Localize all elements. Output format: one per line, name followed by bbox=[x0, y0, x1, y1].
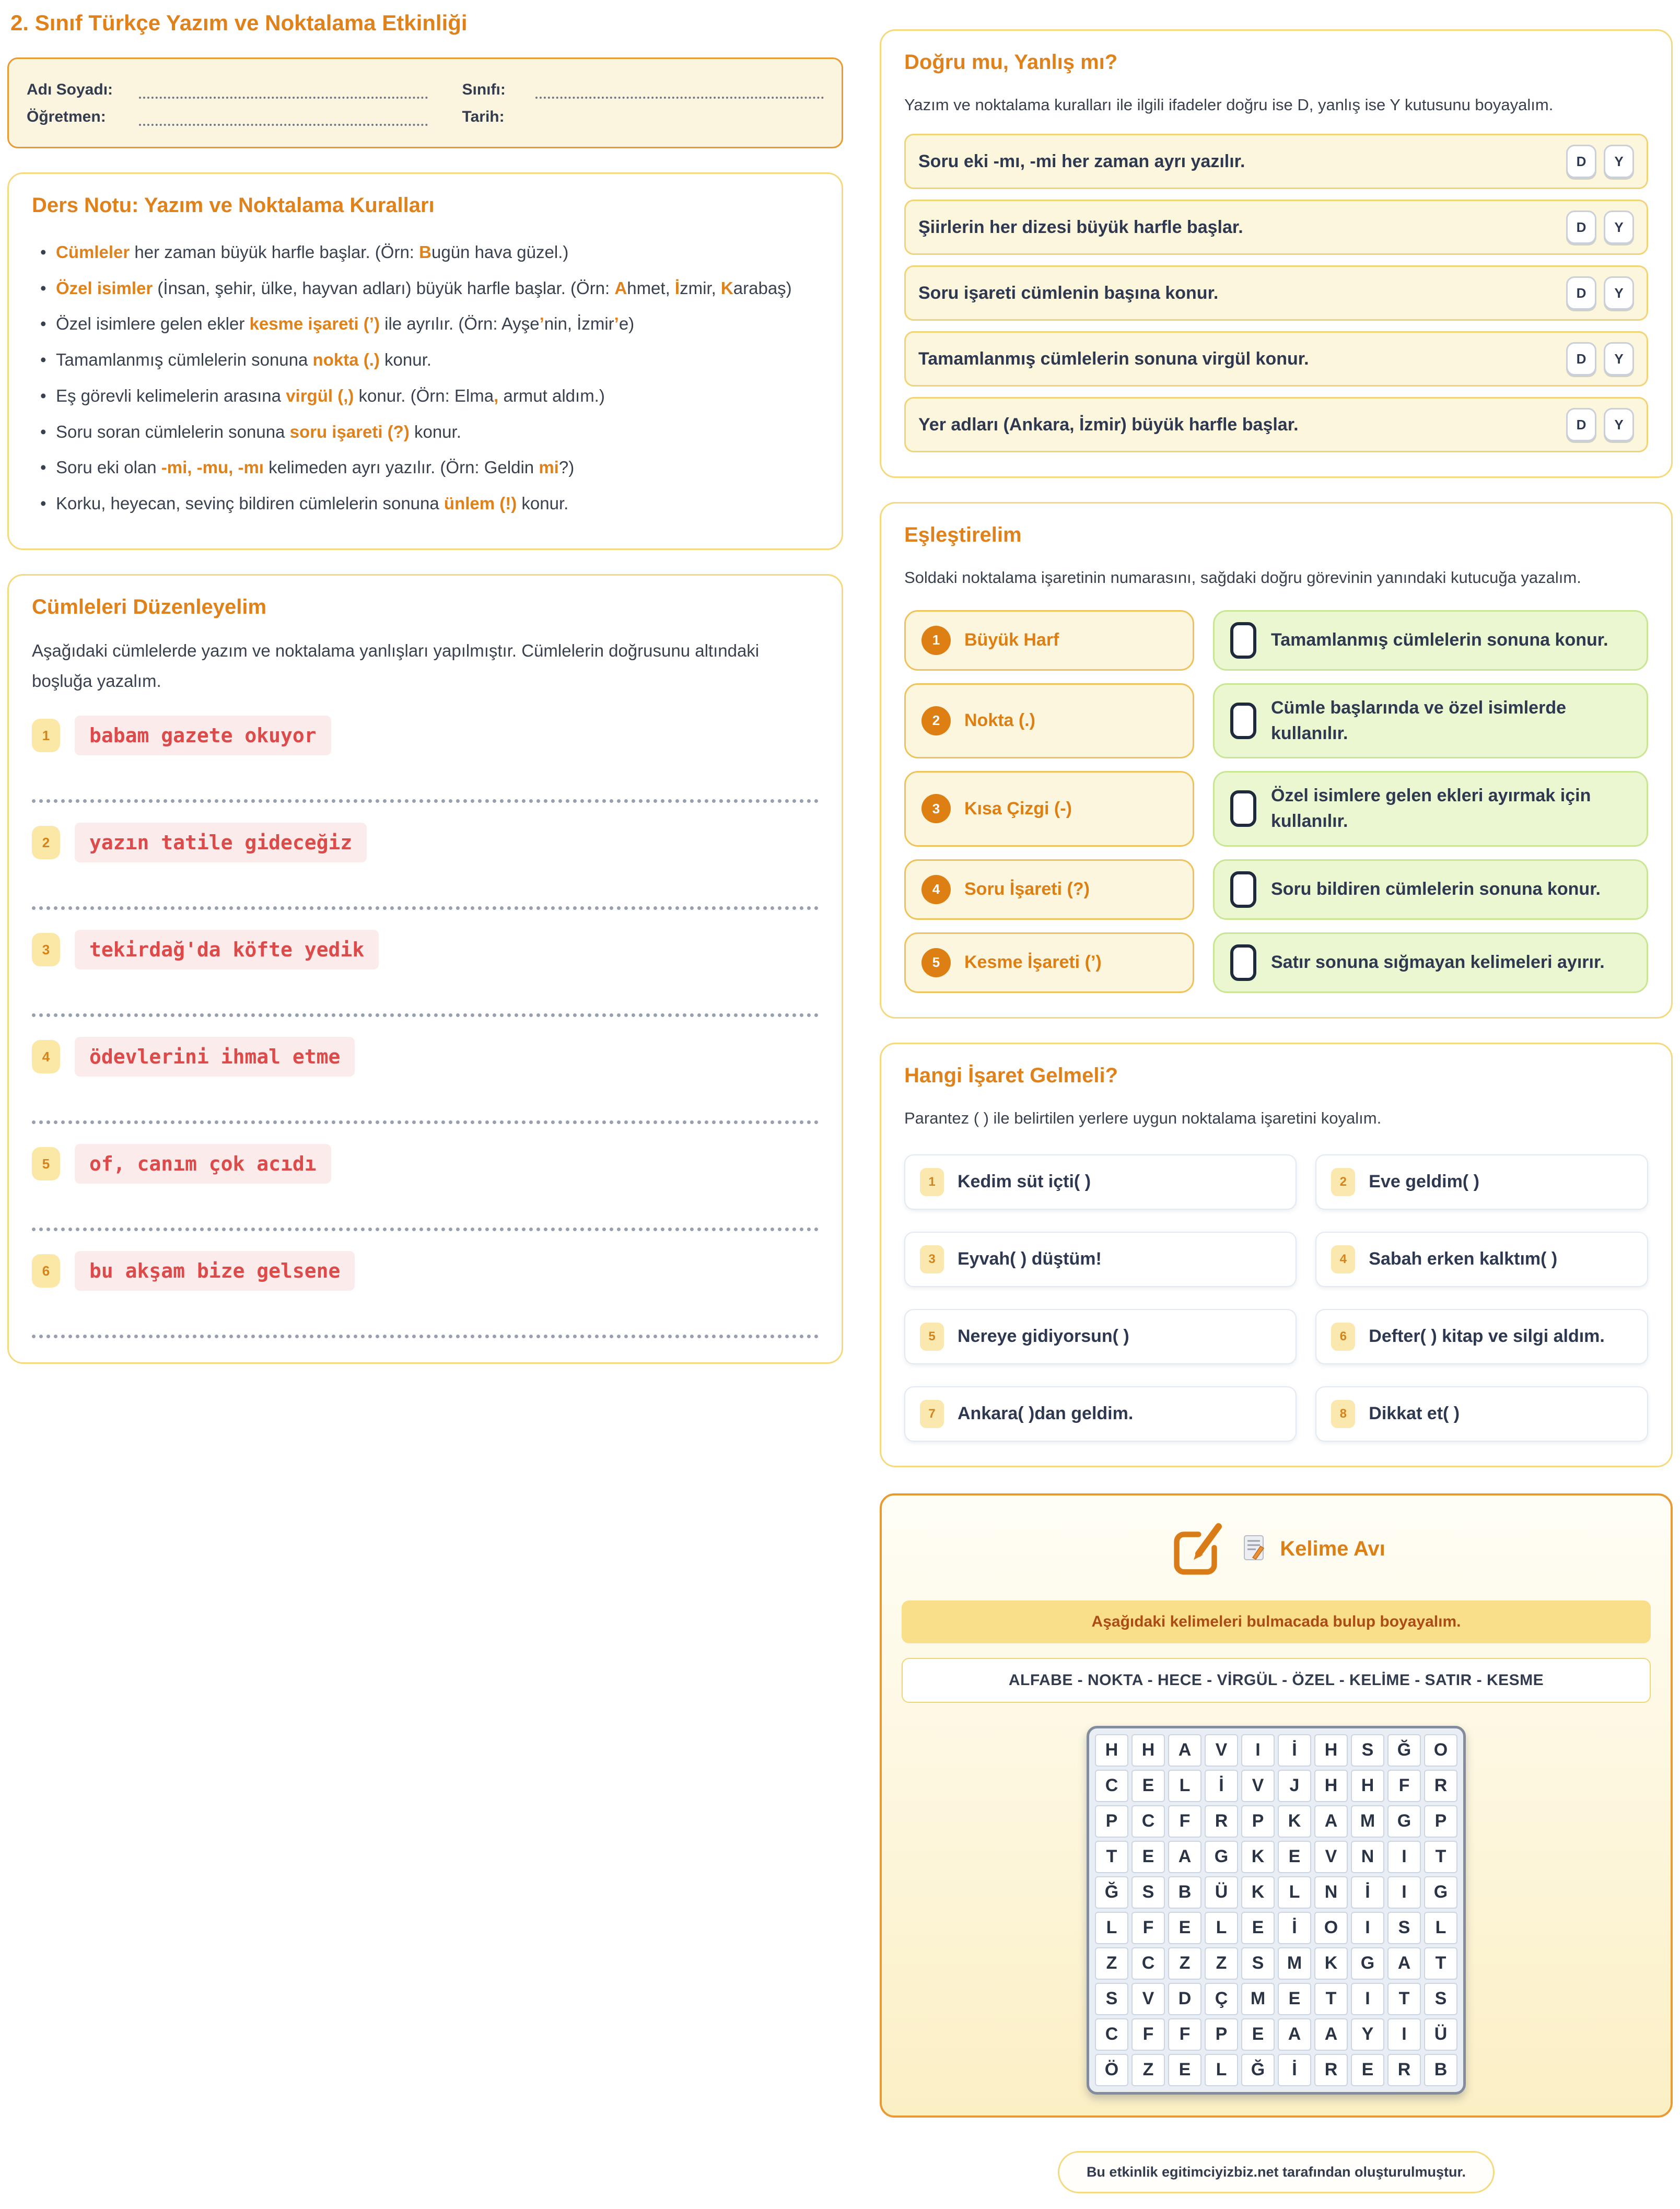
wordsearch-cell[interactable]: B bbox=[1168, 1876, 1201, 1909]
dogru-yanlis-section bbox=[880, 29, 1673, 478]
wordsearch-cell[interactable]: L bbox=[1205, 2054, 1238, 2086]
item-number-badge: 4 bbox=[32, 1040, 60, 1073]
info-row-1 bbox=[27, 80, 824, 99]
wordsearch-cell[interactable]: H bbox=[1351, 1770, 1384, 1802]
punctuation-exercise-item bbox=[1315, 1386, 1648, 1442]
sentence-row bbox=[32, 823, 819, 862]
sentence-row bbox=[32, 1251, 819, 1291]
wordsearch-cell[interactable]: V bbox=[1241, 1770, 1275, 1802]
wordsearch-cell[interactable]: O bbox=[1424, 1734, 1457, 1767]
sentence-row bbox=[32, 1037, 819, 1077]
answer-box[interactable] bbox=[1230, 622, 1256, 659]
wordsearch-row bbox=[1093, 1768, 1459, 1804]
wordsearch-cell[interactable]: F bbox=[1387, 1770, 1421, 1802]
wordsearch-cell[interactable]: F bbox=[1168, 2018, 1201, 2051]
wordsearch-cell[interactable]: H bbox=[1131, 1734, 1165, 1767]
wordsearch-cell[interactable]: P bbox=[1205, 2018, 1238, 2051]
wordsearch-cell[interactable]: F bbox=[1131, 2018, 1165, 2051]
wordsearch-cell[interactable]: L bbox=[1205, 1912, 1238, 1944]
wordsearch-cell[interactable]: E bbox=[1168, 1912, 1201, 1944]
item-number-badge: 6 bbox=[32, 1254, 60, 1288]
punctuation-label: Soru İşareti (?) bbox=[964, 879, 1090, 899]
punctuation-label: Kısa Çizgi (-) bbox=[964, 798, 1072, 819]
hangi-isaret-instruction: Parantez ( ) ile belirtilen yerlere uygun noktalama işaretini koyalım. bbox=[904, 1108, 1382, 1127]
wordsearch-cell[interactable]: R bbox=[1314, 2054, 1348, 2086]
wordsearch-cell[interactable]: B bbox=[1424, 2054, 1457, 2086]
wordsearch-cell[interactable]: İ bbox=[1278, 1912, 1311, 1944]
class-label: Sınıfı: bbox=[462, 81, 506, 98]
kelime-avi-banner: Aşağıdaki kelimeleri bulmacada bulup boyayalım. bbox=[902, 1600, 1651, 1643]
punctuation-exercise-item bbox=[1315, 1154, 1648, 1210]
rule-text: Soru eki olan -mi, -mu, -mı kelimeden ayrı yazılır. (Örn: Geldin mi?) bbox=[56, 458, 575, 477]
wordsearch-cell[interactable]: G bbox=[1351, 1947, 1384, 1980]
punctuation-exercise-item bbox=[1315, 1232, 1648, 1287]
item-number-badge: 2 bbox=[1331, 1168, 1355, 1196]
wordsearch-cell[interactable]: E bbox=[1351, 2054, 1384, 2086]
wordsearch-cell[interactable]: P bbox=[1241, 1805, 1275, 1838]
wrong-sentence: babam gazete okuyor bbox=[75, 716, 331, 755]
wordsearch-cell[interactable]: F bbox=[1168, 1805, 1201, 1838]
sentence-row bbox=[32, 716, 819, 755]
definition-card bbox=[1213, 683, 1648, 759]
match-row bbox=[904, 932, 1648, 993]
eslestirelim-title: Eşleştirelim bbox=[904, 523, 1022, 547]
wordsearch-cell[interactable]: N bbox=[1351, 1841, 1384, 1873]
rules-list bbox=[32, 237, 819, 519]
wordsearch-cell[interactable]: G bbox=[1387, 1805, 1421, 1838]
ders-notu-section bbox=[7, 172, 843, 550]
statement-text: Soru işareti cümlenin başına konur. bbox=[918, 283, 1219, 303]
wordsearch-cell[interactable]: S bbox=[1241, 1947, 1275, 1980]
wordsearch-row bbox=[1093, 1839, 1459, 1875]
wordsearch-cell[interactable]: İ bbox=[1278, 2054, 1311, 2086]
wordsearch-cell[interactable]: C bbox=[1095, 1770, 1128, 1802]
wordsearch-row bbox=[1093, 1910, 1459, 1946]
answer-write-line[interactable] bbox=[32, 1228, 819, 1231]
hangi-isaret-section bbox=[880, 1043, 1673, 1467]
d-button[interactable]: D bbox=[1566, 342, 1596, 376]
punctuation-number-badge: 5 bbox=[921, 948, 951, 977]
y-button[interactable]: Y bbox=[1604, 145, 1634, 178]
ders-notu-title: Ders Notu: Yazım ve Noktalama Kuralları bbox=[32, 194, 435, 217]
wordsearch-cell[interactable]: P bbox=[1424, 1805, 1457, 1838]
punctuation-label: Büyük Harf bbox=[964, 630, 1059, 650]
sentence-row bbox=[32, 1144, 819, 1184]
match-row bbox=[904, 771, 1648, 847]
wordsearch-cell[interactable]: C bbox=[1131, 1947, 1165, 1980]
rule-item bbox=[40, 345, 819, 376]
wordsearch-row bbox=[1093, 1804, 1459, 1839]
d-button[interactable]: D bbox=[1566, 145, 1596, 178]
dogru-yanlis-title: Doğru mu, Yanlış mı? bbox=[904, 51, 1118, 74]
answer-write-line[interactable] bbox=[32, 799, 819, 803]
wordsearch-cell[interactable]: İ bbox=[1205, 1770, 1238, 1802]
wordsearch-cell[interactable]: S bbox=[1387, 1912, 1421, 1944]
wordsearch-row bbox=[1093, 1946, 1459, 1981]
exercise-sentence: Dikkat et( ) bbox=[1369, 1404, 1460, 1424]
statement-row bbox=[904, 200, 1648, 255]
wordsearch-cell[interactable]: A bbox=[1314, 2018, 1348, 2051]
wordsearch-cell[interactable]: M bbox=[1351, 1805, 1384, 1838]
y-button[interactable]: Y bbox=[1604, 342, 1634, 376]
item-number-badge: 8 bbox=[1331, 1400, 1355, 1428]
wordsearch-cell[interactable]: E bbox=[1241, 2018, 1275, 2051]
rule-item bbox=[40, 237, 819, 268]
wordsearch-cell[interactable]: E bbox=[1278, 1983, 1311, 2015]
wordsearch-cell[interactable]: Ç bbox=[1205, 1983, 1238, 2015]
date-label: Tarih: bbox=[462, 108, 505, 125]
rule-item bbox=[40, 381, 819, 412]
wordsearch-cell[interactable]: Y bbox=[1351, 2018, 1384, 2051]
wordsearch-cell[interactable]: K bbox=[1278, 1805, 1311, 1838]
wordsearch-cell[interactable]: A bbox=[1314, 1805, 1348, 1838]
wordsearch-cell[interactable]: L bbox=[1424, 1912, 1457, 1944]
wordsearch-cell[interactable]: F bbox=[1131, 1912, 1165, 1944]
wordsearch-cell[interactable]: A bbox=[1168, 1841, 1201, 1873]
answer-write-line[interactable] bbox=[32, 1120, 819, 1124]
d-button[interactable]: D bbox=[1566, 276, 1596, 310]
punctuation-exercise-item bbox=[904, 1386, 1297, 1442]
wordsearch-cell[interactable]: S bbox=[1095, 1983, 1128, 2015]
y-button[interactable]: Y bbox=[1604, 408, 1634, 441]
punctuation-card bbox=[904, 771, 1194, 847]
kelime-avi-section bbox=[880, 1493, 1673, 2118]
item-number-badge: 6 bbox=[1331, 1323, 1355, 1351]
memo-icon bbox=[1243, 1535, 1264, 1563]
wordsearch-cell[interactable]: K bbox=[1241, 1841, 1275, 1873]
wordsearch-cell[interactable]: K bbox=[1241, 1876, 1275, 1909]
wordsearch-cell[interactable]: I bbox=[1387, 1841, 1421, 1873]
statement-text: Soru eki -mı, -mi her zaman ayrı yazılır. bbox=[918, 151, 1245, 171]
wordsearch-cell[interactable]: A bbox=[1168, 1734, 1201, 1767]
punctuation-card bbox=[904, 610, 1194, 671]
rule-item bbox=[40, 417, 819, 448]
punctuation-number-badge: 2 bbox=[921, 706, 951, 735]
exercise-sentence: Eve geldim( ) bbox=[1369, 1172, 1479, 1192]
wordsearch-cell[interactable]: E bbox=[1278, 1841, 1311, 1873]
statement-row bbox=[904, 265, 1648, 321]
wordsearch-cell[interactable]: L bbox=[1278, 1876, 1311, 1909]
dogru-yanlis-instruction: Yazım ve noktalama kuralları ile ilgili ifadeler doğru ise D, yanlış ise Y kutusunu boyayalım. bbox=[904, 96, 1554, 114]
statement-row bbox=[904, 331, 1648, 387]
match-row bbox=[904, 859, 1648, 920]
statement-list bbox=[904, 134, 1648, 452]
punctuation-exercise-item bbox=[904, 1232, 1297, 1287]
rule-item bbox=[40, 273, 819, 304]
wordsearch-cell[interactable]: Ö bbox=[1095, 2054, 1128, 2086]
definition-text: Özel isimlere gelen ekleri ayırmak için kullanılır. bbox=[1271, 786, 1591, 832]
punctuation-card bbox=[904, 683, 1194, 759]
statement-text: Şiirlerin her dizesi büyük harfle başlar. bbox=[918, 217, 1243, 237]
exercise-sentence: Nereye gidiyorsun( ) bbox=[958, 1326, 1129, 1347]
wordsearch-row bbox=[1093, 1981, 1459, 2017]
wordsearch-cell[interactable]: H bbox=[1314, 1734, 1348, 1767]
wordsearch-cell[interactable]: O bbox=[1314, 1912, 1348, 1944]
eslestirelim-instruction: Soldaki noktalama işaretinin numarasını, sağdaki doğru görevinin yanındaki kutucuğa yazalım. bbox=[904, 568, 1581, 587]
punctuation-number-badge: 1 bbox=[921, 626, 951, 655]
wordsearch-cell[interactable]: D bbox=[1168, 1983, 1201, 2015]
item-number-badge: 3 bbox=[32, 933, 60, 966]
answer-box[interactable] bbox=[1230, 871, 1256, 908]
y-button[interactable]: Y bbox=[1604, 276, 1634, 310]
rule-text: Eş görevli kelimelerin arasına virgül (,) konur. (Örn: Elma, armut aldım.) bbox=[56, 385, 605, 405]
wordsearch-cell[interactable]: T bbox=[1424, 1947, 1457, 1980]
item-number-badge: 4 bbox=[1331, 1245, 1355, 1273]
wordsearch-cell[interactable]: C bbox=[1131, 1805, 1165, 1838]
wordsearch-row bbox=[1093, 2017, 1459, 2052]
teacher-write-line[interactable] bbox=[139, 107, 428, 126]
wordsearch-cell[interactable]: E bbox=[1131, 1841, 1165, 1873]
match-row bbox=[904, 610, 1648, 671]
wordsearch-cell[interactable]: Ğ bbox=[1241, 2054, 1275, 2086]
wordsearch-cell[interactable]: Ğ bbox=[1095, 1876, 1128, 1909]
wordsearch-cell[interactable]: R bbox=[1205, 1805, 1238, 1838]
name-label: Adı Soyadı: bbox=[27, 81, 113, 98]
sentence-fix-item bbox=[32, 716, 819, 803]
kelime-avi-header bbox=[902, 1517, 1651, 1581]
wordsearch-cell[interactable]: J bbox=[1278, 1770, 1311, 1802]
punctuation-card bbox=[904, 859, 1194, 920]
definition-card bbox=[1213, 932, 1648, 993]
rule-text: Soru soran cümlelerin sonuna soru işareti (?) konur. bbox=[56, 422, 461, 441]
page-title: 2. Sınıf Türkçe Yazım ve Noktalama Etkinliği bbox=[10, 10, 468, 35]
punctuation-exercise-item bbox=[904, 1309, 1297, 1364]
wordsearch-cell[interactable]: P bbox=[1095, 1805, 1128, 1838]
answer-box[interactable] bbox=[1230, 703, 1256, 739]
sentence-fix-item bbox=[32, 1251, 819, 1338]
wordsearch-cell[interactable]: G bbox=[1205, 1841, 1238, 1873]
exercise-sentence: Kedim süt içti( ) bbox=[958, 1172, 1091, 1192]
wordsearch-cell[interactable]: M bbox=[1278, 1947, 1311, 1980]
punctuation-exercise-item bbox=[1315, 1309, 1648, 1364]
item-number-badge: 5 bbox=[920, 1323, 944, 1351]
wordsearch-cell[interactable]: I bbox=[1351, 1912, 1384, 1944]
wordsearch-cell[interactable]: İ bbox=[1278, 1734, 1311, 1767]
sentence-fix-item bbox=[32, 823, 819, 910]
wordsearch-cell[interactable]: K bbox=[1314, 1947, 1348, 1980]
wrong-sentence: yazın tatile gideceğiz bbox=[75, 823, 367, 862]
wordsearch-cell[interactable]: T bbox=[1424, 1841, 1457, 1873]
sentence-fix-item bbox=[32, 1037, 819, 1124]
wordsearch-grid bbox=[1087, 1726, 1466, 2095]
item-number-badge: 3 bbox=[920, 1245, 944, 1273]
match-list bbox=[904, 610, 1648, 993]
wordsearch-row bbox=[1093, 1875, 1459, 1910]
exercise-sentence: Defter( ) kitap ve silgi aldım. bbox=[1369, 1326, 1605, 1347]
d-button[interactable]: D bbox=[1566, 408, 1596, 441]
rule-text: Özel isimlere gelen ekler kesme işareti (’) ile ayrılır. (Örn: Ayşe’nin, İzmir’e) bbox=[56, 314, 635, 334]
hangi-isaret-title: Hangi İşaret Gelmeli? bbox=[904, 1063, 1118, 1087]
wordsearch-row bbox=[1093, 2052, 1459, 2088]
wordsearch-cell[interactable]: Z bbox=[1168, 1947, 1201, 1980]
wordsearch-cell[interactable]: E bbox=[1241, 1912, 1275, 1944]
y-button[interactable]: Y bbox=[1604, 211, 1634, 244]
wordsearch-cell[interactable]: H bbox=[1314, 1770, 1348, 1802]
wordsearch-cell[interactable]: V bbox=[1314, 1841, 1348, 1873]
eslestirelim-section bbox=[880, 502, 1673, 1018]
edit-pencil-icon bbox=[1167, 1517, 1228, 1581]
definition-card bbox=[1213, 610, 1648, 671]
duzenleyelim-title: Cümleleri Düzenleyelim bbox=[32, 595, 267, 618]
statement-row bbox=[904, 397, 1648, 452]
wordsearch-cell[interactable]: V bbox=[1131, 1983, 1165, 2015]
wordsearch-cell[interactable]: A bbox=[1387, 1947, 1421, 1980]
rule-text: Korku, heyecan, sevinç bildiren cümlelerin sonuna ünlem (!) konur. bbox=[56, 494, 569, 513]
date-write-line[interactable] bbox=[535, 107, 824, 126]
rule-item bbox=[40, 309, 819, 340]
dy-button-group bbox=[1566, 408, 1634, 441]
definition-card bbox=[1213, 771, 1648, 847]
wordsearch-cell[interactable]: T bbox=[1095, 1841, 1128, 1873]
wordsearch-cell[interactable]: I bbox=[1387, 1876, 1421, 1909]
punctuation-exercise-grid bbox=[904, 1154, 1648, 1442]
exercise-sentence: Eyvah( ) düştüm! bbox=[958, 1249, 1102, 1269]
exercise-sentence: Ankara( )dan geldim. bbox=[958, 1404, 1134, 1424]
wrong-sentence: ödevlerini ihmal etme bbox=[75, 1037, 355, 1077]
wordsearch-cell[interactable]: C bbox=[1095, 2018, 1128, 2051]
item-number-badge: 5 bbox=[32, 1147, 60, 1181]
punctuation-card bbox=[904, 932, 1194, 993]
item-number-badge: 1 bbox=[32, 719, 60, 752]
wordsearch-cell[interactable]: R bbox=[1387, 2054, 1421, 2086]
duzenleyelim-instruction: Aşağıdaki cümlelerde yazım ve noktalama yanlışları yapılmıştır. Cümlelerin doğrusunu altındaki boşluğa yazalım. bbox=[32, 640, 760, 691]
wordsearch-cell[interactable]: T bbox=[1387, 1983, 1421, 2015]
sentence-fix-list bbox=[32, 716, 819, 1338]
wordsearch-cell[interactable]: M bbox=[1241, 1983, 1275, 2015]
answer-write-line[interactable] bbox=[32, 1335, 819, 1338]
sentence-row bbox=[32, 930, 819, 969]
dy-button-group bbox=[1566, 211, 1634, 244]
wordsearch-cell[interactable]: S bbox=[1351, 1734, 1384, 1767]
statement-row bbox=[904, 134, 1648, 189]
name-write-line[interactable] bbox=[139, 80, 428, 99]
definition-text: Cümle başlarında ve özel isimlerde kullanılır. bbox=[1271, 697, 1567, 743]
word-list: ALFABE - NOKTA - HECE - VİRGÜL - ÖZEL - KELİME - SATIR - KESME bbox=[902, 1658, 1651, 1703]
dy-button-group bbox=[1566, 276, 1634, 310]
wrong-sentence: of, canım çok acıdı bbox=[75, 1144, 331, 1184]
kelime-avi-title: Kelime Avı bbox=[1280, 1537, 1385, 1560]
wordsearch-cell[interactable]: İ bbox=[1351, 1876, 1384, 1909]
wordsearch-cell[interactable]: Z bbox=[1205, 1947, 1238, 1980]
dy-button-group bbox=[1566, 145, 1634, 178]
item-number-badge: 2 bbox=[32, 826, 60, 859]
d-button[interactable]: D bbox=[1566, 211, 1596, 244]
info-row-2 bbox=[27, 107, 824, 126]
wordsearch-cell[interactable]: A bbox=[1278, 2018, 1311, 2051]
rule-item bbox=[40, 488, 819, 519]
right-column bbox=[880, 5, 1673, 2193]
sentence-fix-item bbox=[32, 1144, 819, 1231]
wordsearch-cell[interactable]: S bbox=[1131, 1876, 1165, 1909]
rule-text: Cümleler her zaman büyük harfle başlar. (Örn: Bugün hava güzel.) bbox=[56, 242, 569, 262]
definition-text: Soru bildiren cümlelerin sonuna konur. bbox=[1271, 879, 1601, 899]
wordsearch-cell[interactable]: R bbox=[1424, 1770, 1457, 1802]
answer-box[interactable] bbox=[1230, 790, 1256, 827]
definition-text: Tamamlanmış cümlelerin sonuna konur. bbox=[1271, 629, 1608, 650]
rule-text: Özel isimler (İnsan, şehir, ülke, hayvan adları) büyük harfle başlar. (Örn: Ahmet, İzmir, Karabaş) bbox=[56, 278, 792, 298]
wordsearch-cell[interactable]: I bbox=[1351, 1983, 1384, 2015]
definition-text: Satır sonuna sığmayan kelimeleri ayırır. bbox=[1271, 952, 1605, 973]
duzenleyelim-section bbox=[7, 574, 843, 1364]
rule-text: Tamamlanmış cümlelerin sonuna nokta (.) konur. bbox=[56, 350, 431, 370]
punctuation-label: Nokta (.) bbox=[964, 710, 1035, 731]
wrong-sentence: tekirdağ'da köfte yedik bbox=[75, 930, 379, 969]
wordsearch-cell[interactable]: V bbox=[1205, 1734, 1238, 1767]
answer-write-line[interactable] bbox=[32, 906, 819, 910]
wordsearch-cell[interactable]: L bbox=[1168, 1770, 1201, 1802]
statement-text: Yer adları (Ankara, İzmir) büyük harfle başlar. bbox=[918, 414, 1299, 435]
sentence-fix-item bbox=[32, 930, 819, 1017]
answer-write-line[interactable] bbox=[32, 1013, 819, 1017]
wordsearch-cell[interactable]: G bbox=[1424, 1876, 1457, 1909]
class-write-line[interactable] bbox=[535, 80, 824, 99]
wordsearch-cell[interactable]: T bbox=[1314, 1983, 1348, 2015]
wordsearch-cell[interactable]: E bbox=[1168, 2054, 1201, 2086]
wordsearch-cell[interactable]: I bbox=[1241, 1734, 1275, 1767]
credit-footer: Bu etkinlik egitimciyizbiz.net tarafından oluşturulmuştur. bbox=[1058, 2151, 1495, 2193]
wordsearch-cell[interactable]: Ü bbox=[1424, 2018, 1457, 2051]
item-number-badge: 7 bbox=[920, 1400, 944, 1428]
punctuation-label: Kesme İşareti (’) bbox=[964, 952, 1102, 973]
student-info-box bbox=[7, 57, 843, 148]
punctuation-number-badge: 4 bbox=[921, 875, 951, 904]
wordsearch-cell[interactable]: S bbox=[1424, 1983, 1457, 2015]
wordsearch-cell[interactable]: H bbox=[1095, 1734, 1128, 1767]
wordsearch-cell[interactable]: N bbox=[1314, 1876, 1348, 1909]
exercise-sentence: Sabah erken kalktım( ) bbox=[1369, 1249, 1558, 1269]
wordsearch-cell[interactable]: E bbox=[1131, 1770, 1165, 1802]
wordsearch-cell[interactable]: Ğ bbox=[1387, 1734, 1421, 1767]
wordsearch-cell[interactable]: I bbox=[1387, 2018, 1421, 2051]
wordsearch-cell[interactable]: Z bbox=[1131, 2054, 1165, 2086]
wordsearch-cell[interactable]: Ü bbox=[1205, 1876, 1238, 1909]
wordsearch-cell[interactable]: L bbox=[1095, 1912, 1128, 1944]
teacher-label: Öğretmen: bbox=[27, 108, 106, 125]
definition-card bbox=[1213, 859, 1648, 920]
statement-text: Tamamlanmış cümlelerin sonuna virgül konur. bbox=[918, 348, 1309, 369]
punctuation-number-badge: 3 bbox=[921, 794, 951, 823]
wordsearch-cell[interactable]: Z bbox=[1095, 1947, 1128, 1980]
wordsearch-row bbox=[1093, 1733, 1459, 1768]
rule-item bbox=[40, 452, 819, 483]
left-column bbox=[7, 5, 843, 2193]
punctuation-exercise-item bbox=[904, 1154, 1297, 1210]
item-number-badge: 1 bbox=[920, 1168, 944, 1196]
match-row bbox=[904, 683, 1648, 759]
dy-button-group bbox=[1566, 342, 1634, 376]
answer-box[interactable] bbox=[1230, 944, 1256, 981]
wrong-sentence: bu akşam bize gelsene bbox=[75, 1251, 355, 1291]
